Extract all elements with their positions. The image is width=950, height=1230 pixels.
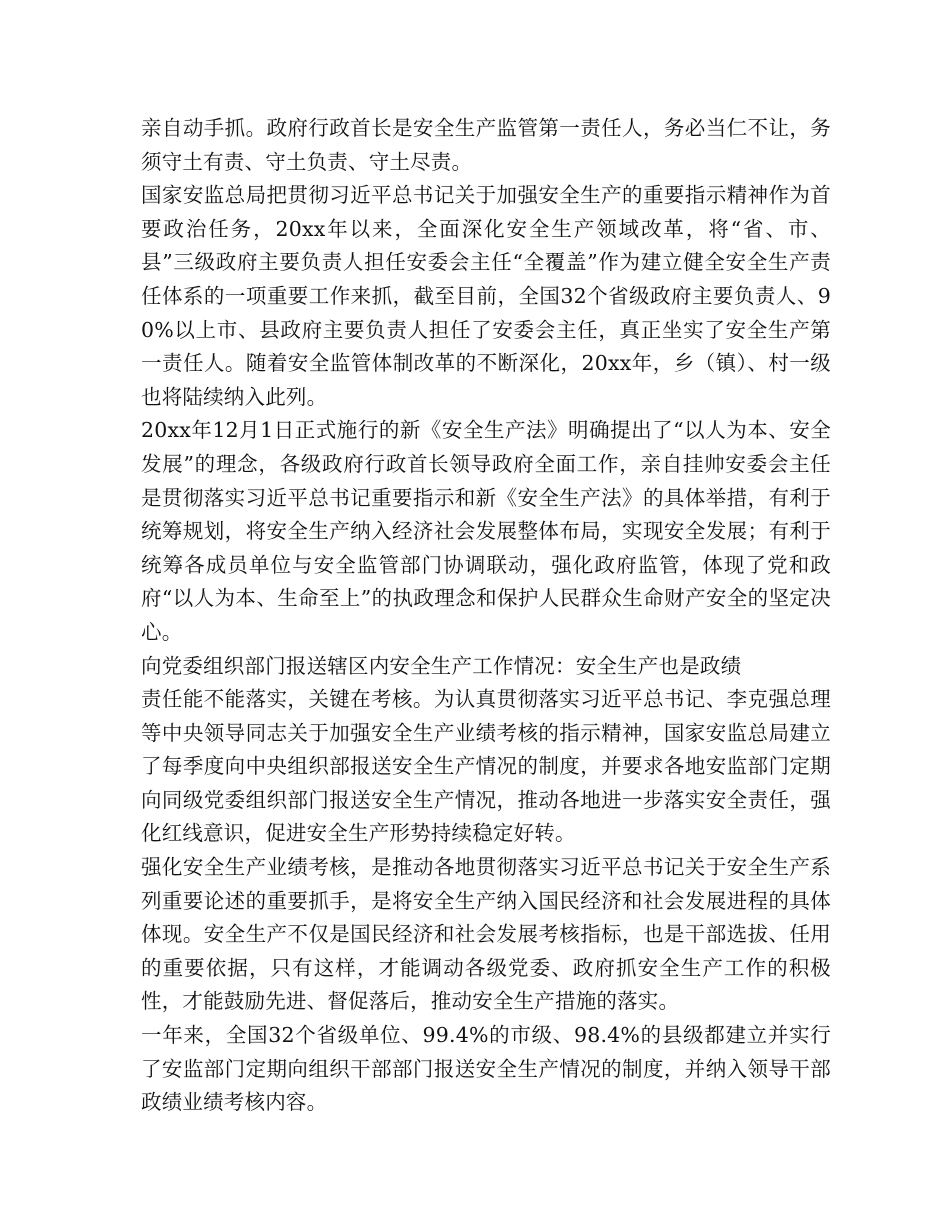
paragraph-5: 强化安全生产业绩考核，是推动各地贯彻落实习近平总书记关于安全生产系列重要论述的重要抓手，是将安全生产纳入国民经济和社会发展进程的具体体现。安全生产不仅是国民经济和社会发展考核指标，也是干部选拔、任用的重要依据，只有这样，才能调动各级党委、政府抓安全生产工作的积极性，才能鼓励先进、督促落后，推动安全生产措施的落实。 xyxy=(141,855,831,1014)
section-heading: 向党委组织部门报送辖区内安全生产工作情况：安全生产也是政绩 xyxy=(141,653,742,678)
paragraph-2: 国家安监总局把贯彻习近平总书记关于加强安全生产的重要指示精神作为首要政治任务，20xx年以来，全面深化安全生产领域改革，将“省、市、县”三级政府主要负责人担任安委会主任“全覆盖”作为建立健全安全生产责任体系的一项重要工作来抓，截至目前，全国32个省级政府主要负责人、90%以上市、县政府主要负责人担任了安委会主任，真正坐实了安全生产第一责任人。随着安全监管体制改革的不断深化，20xx年，乡（镇）、村一级也将陆续纳入此列。 xyxy=(141,183,831,409)
paragraph-6: 一年来，全国32个省级单位、99.4%的市级、98.4%的县级都建立并实行了安监部门定期向组织干部部门报送安全生产情况的制度，并纳入领导干部政绩业绩考核内容。 xyxy=(141,1023,831,1115)
paragraph-1: 亲自动手抓。政府行政首长是安全生产监管第一责任人，务必当仁不让，务须守土有责、守土负责、守土尽责。 xyxy=(141,116,831,174)
paragraph-4: 责任能不能落实，关键在考核。为认真贯彻落实习近平总书记、李克强总理等中央领导同志关于加强安全生产业绩考核的指示精神，国家安监总局建立了每季度向中央组织部报送安全生产情况的制度，并要求各地安监部门定期向同级党委组织部门报送安全生产情况，推动各地进一步落实安全责任，强化红线意识，促进安全生产形势持续稳定好转。 xyxy=(141,687,831,846)
document-body xyxy=(141,112,831,1120)
paragraph-3: 20xx年12月1日正式施行的新《安全生产法》明确提出了“以人为本、安全发展”的理念，各级政府行政首长领导政府全面工作，亲自挂帅安委会主任是贯彻落实习近平总书记重要指示和新《安全生产法》的具体举措，有利于统筹规划，将安全生产纳入经济社会发展整体布局，实现安全发展；有利于统筹各成员单位与安全监管部门协调联动，强化政府监管，体现了党和政府“以人为本、生命至上”的执政理念和保护人民群众生命财产安全的坚定决心。 xyxy=(141,418,831,644)
